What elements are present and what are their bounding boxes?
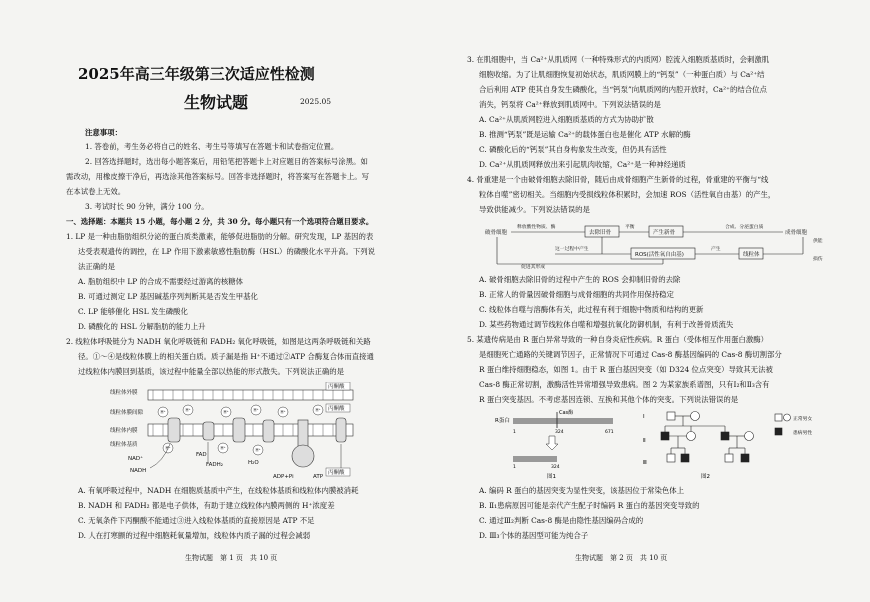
outer-membrane: [148, 390, 353, 400]
question-4-stem: 粒体自噬”密切相关。当细胞内受损线粒体积累时，会加速 ROS（活性氧自由基）的产生，: [479, 190, 776, 199]
svg-text:H⁺: H⁺: [315, 407, 321, 413]
label-inner-membrane: 线粒体内膜: [110, 428, 138, 434]
question-5-stem: Cas-8 酶正常切割，激酶活性异常增强导致患病。图 2 为某家族系谱图，只有Ⅰ₂和Ⅱ₃含有: [479, 380, 770, 389]
node-new-bone: 产生新骨: [653, 230, 676, 236]
atp-synthase-head: [292, 445, 314, 467]
label-pyruvate-bottom: 丙酮酸: [328, 470, 345, 476]
question-5-option-c: C. 通过Ⅲ₂判断 Cas-8 酶是由隐性基因编码合成的: [479, 516, 644, 525]
svg-text:324: 324: [555, 430, 564, 435]
question-5-option-d: D. Ⅲ₃个体的基因型可能为纯合子: [479, 531, 589, 540]
figure-2-pedigree: [643, 412, 812, 481]
label-pyruvate-top: 丙酮酸: [328, 384, 345, 390]
notice-line: 3. 考试时长 90 分钟，满分 100 分。: [85, 202, 209, 211]
label-matrix: 线粒体基质: [110, 442, 138, 448]
question-1-stem: 达受表观遗传的调控，在 LP 作用下激素敏感性脂肪酶（HSL）的磷酸化水平升高。下列说: [78, 247, 376, 256]
svg-text:H⁺: H⁺: [255, 447, 261, 453]
question-5-stem: R 蛋白维持细胞稳态，如图 1。由于 R 蛋白基因突变（如 D324 位点突变）导致其无法被: [479, 365, 773, 374]
label-atp: ATP: [313, 474, 324, 480]
label-fadh2: FADH₂: [206, 462, 223, 468]
node-remove-old-bone: 去除旧骨: [589, 230, 612, 236]
svg-text:H⁺: H⁺: [223, 409, 229, 415]
svg-text:Ⅱ: Ⅱ: [643, 438, 646, 444]
exam-page-2: [435, 0, 870, 602]
mitochondria-respiratory-chain-figure: [108, 382, 358, 482]
label-outer-membrane: 线粒体外膜: [110, 390, 138, 396]
notice-heading: 注意事项：: [85, 128, 122, 137]
node-mitochondria: 线粒体: [743, 252, 760, 258]
svg-text:1: 1: [513, 465, 516, 470]
complex-III: [233, 418, 245, 442]
svg-text:损伤: 损伤: [813, 257, 823, 262]
node-ros: ROS(活性氧自由基): [635, 252, 684, 258]
question-5-stem: R 蛋白突变基因。不考虑基因连锁、互换和其他个体的突变。下列说法错误的是: [479, 395, 739, 404]
question-2-option-a: A. 有氧呼吸过程中，NADH 在细胞质基质中产生，在线粒体基质和线粒体内膜被消耗: [78, 486, 359, 495]
complex-II: [203, 422, 214, 440]
question-1-option-d: D. 磷酸化的 HSL 分解脂肪的能力上升: [78, 322, 206, 331]
notice-line: 2. 回答选择题时，选出每小题答案后，用铅笔把答题卡上对应题目的答案标号涂黑。如: [85, 157, 368, 166]
exam-date: 2025.05: [300, 97, 332, 106]
page-footer: 生物试题 第 1 页 共 10 页: [185, 554, 278, 562]
question-3-stem: 合后利用 ATP 使其自身发生磷酸化，当“钙泵”向肌质网的内腔开放时，Ca²⁺的结合位点: [479, 85, 767, 94]
label-nadh: NADH: [130, 468, 147, 474]
question-3-option-a: A. Ca²⁺从肌质网腔进入细胞质基质的方式为协助扩散: [479, 115, 654, 124]
question-1-option-b: B. 可通过测定 LP 基因碱基序列判断其是否发生甲基化: [78, 292, 258, 301]
label-intermembrane-space: 线粒体膜间隙: [110, 410, 144, 416]
figure-1-protein: [495, 409, 614, 480]
question-4-option-c: C. 线粒体自噬与溶酶体有关，此过程有利于细胞中物质和结构的更新: [479, 305, 704, 314]
question-5-option-a: A. 编码 R 蛋白的基因突变为显性突变，该基因位于常染色体上: [479, 486, 685, 495]
legend-normal: 正常男女: [793, 417, 813, 422]
subject-title: 生物试题: [184, 93, 249, 112]
question-2-stem: 2. 线粒体呼吸链分为 NADH 氧化呼吸链和 FADH₂ 氧化呼吸链，如图是这两条呼吸链和关路: [66, 337, 371, 346]
label-nadplus: NAD⁺: [128, 456, 144, 462]
svg-text:促进其形成: 促进其形成: [521, 265, 545, 270]
node-osteoblast: 成骨细胞: [785, 230, 808, 236]
notice-line: 1. 答卷前，考生务必将自己的姓名、考生号等填写在答题卡和试卷指定位置。: [85, 142, 339, 151]
label-pyruvate-middle: 丙酮酸: [328, 406, 345, 412]
question-5-stem: 5. 某遗传病是由 R 蛋白异常导致的一种自身炎症性疾病。R 蛋白（受体相互作用蛋白激酶）: [467, 335, 769, 344]
question-4-option-d: D. 某些药物通过调节线粒体自噬和增强抗氧化防御机制，有利于改善骨质流失: [479, 320, 734, 329]
svg-text:1: 1: [513, 430, 516, 435]
question-1-option-c: C. LP 能够催化 HSL 发生磷酸化: [78, 307, 188, 316]
pyruvate-carrier: [336, 418, 346, 442]
notice-line: 需改动，用橡皮擦干净后，再选涂其他答案标号。回答非选择题时，将答案写在答题卡上。写: [66, 172, 370, 181]
label-adp: ADP+Pi: [273, 474, 294, 480]
svg-text:这一过程中产生: 这一过程中产生: [555, 247, 589, 252]
question-4-stem: 导致供能减少。下列说法错误的是: [479, 205, 590, 214]
legend-affected: 患病男性: [793, 431, 813, 436]
genetics-figure: [495, 408, 835, 483]
svg-text:平衡: 平衡: [625, 225, 635, 230]
svg-text:Ⅰ: Ⅰ: [643, 414, 645, 420]
svg-text:H⁺: H⁺: [185, 407, 191, 413]
question-4-stem: 4. 骨重建是一个由破骨细胞去除旧骨，随后由成骨细胞产生新骨的过程，骨重建的平衡与“线: [467, 175, 769, 184]
question-2-option-c: C. 无氧条件下丙酮酸不能通过③进入线粒体基质的直接原因是 ATP 不足: [78, 516, 315, 525]
complex-I: [168, 418, 180, 442]
svg-text:H⁺: H⁺: [165, 445, 171, 451]
svg-text:H⁺: H⁺: [160, 409, 166, 415]
exam-title: 2025年高三年级第三次适应性检测: [78, 65, 315, 83]
question-1-stem: 1. LP 是一种由脂肪组织分泌的蛋白质类激素，能够促进脂肪的分解。研究发现，LP 基因的表: [66, 232, 374, 241]
section-heading: 一、选择题：本题共 15 小题，每小题 2 分，共 30 分。每小题只有一个选项符合题目要求。: [66, 217, 374, 226]
svg-text:H⁺: H⁺: [253, 407, 259, 413]
svg-text:Cas酶: Cas酶: [559, 410, 574, 416]
svg-text:671: 671: [605, 430, 614, 435]
question-2-stem: 径。①～④是线粒体膜上的相关蛋白质。质子漏是指 H⁺不通过②ATP 合酶复合体而直接通: [78, 352, 374, 361]
question-4-option-b: B. 正常人的骨量因破骨细胞与成骨细胞的共同作用保持稳定: [479, 290, 674, 299]
svg-text:Ⅲ: Ⅲ: [643, 460, 647, 466]
svg-text:合成、分泌蛋白质: 合成、分泌蛋白质: [725, 225, 764, 230]
svg-text:产生: 产生: [711, 247, 721, 252]
complex-IV: [263, 420, 274, 442]
question-2-option-b: B. NADH 和 FADH₂ 都是电子供体，有助于建立线粒体内膜两侧的 H⁺浓度差: [78, 501, 335, 510]
question-3-stem: 细胞收缩。为了让肌细胞恢复初始状态，肌质网膜上的“钙泵”（一种蛋白质）与 Ca²⁺结: [479, 70, 765, 79]
svg-text:H⁺: H⁺: [280, 409, 286, 415]
question-3-option-b: B. 推测“钙泵”既是运输 Ca²⁺的载体蛋白也是催化 ATP 水解的酶: [479, 130, 691, 139]
svg-text:图1: 图1: [547, 474, 556, 480]
svg-text:324: 324: [551, 465, 560, 470]
svg-text:释放酸性物质、酶: 释放酸性物质、酶: [517, 225, 556, 230]
notice-line: 在本试卷上无效。: [66, 187, 126, 196]
question-3-stem: 3. 在肌细胞中，当 Ca²⁺从肌质网（一种特殊形式的内质网）腔流入细胞质基质时，会刺激肌: [467, 55, 770, 64]
question-2-option-d: D. 人在打寒颤的过程中细胞耗氧量增加，线粒体内质子漏的过程会减弱: [78, 531, 311, 540]
node-osteoclast: 破骨细胞: [485, 230, 508, 236]
question-1-stem: 法正确的是: [78, 262, 115, 271]
label-h2o: H₂O: [248, 460, 259, 466]
bone-remodeling-figure: [485, 220, 825, 272]
svg-text:H⁺: H⁺: [220, 445, 226, 451]
question-4-option-a: A. 破骨细胞去除旧骨的过程中产生的 ROS 会抑制旧骨的去除: [479, 275, 681, 284]
question-3-option-d: D. Ca²⁺从肌质网释放出来引起肌肉收缩，Ca²⁺是一种神经递质: [479, 160, 686, 169]
question-1-option-a: A. 脂肪组织中 LP 的合成不需要经过游离的核糖体: [78, 277, 244, 286]
question-2-stem: 过线粒体内膜回到基质，该过程中能量全部以热能的形式散失。下列说法正确的是: [78, 367, 345, 376]
question-3-stem: 消失，钙泵将 Ca²⁺释放到肌质网中。下列说法错误的是: [479, 100, 661, 109]
svg-text:R蛋白: R蛋白: [495, 418, 510, 424]
svg-text:供能: 供能: [813, 239, 823, 244]
label-fad: FAD: [196, 452, 207, 458]
question-5-stem: 是细胞死亡通路的关键调节因子，正常情况下可通过 Cas-8 酶基因编码的 Cas-8 酶切割部分: [479, 350, 782, 359]
question-3-option-c: C. 磷酸化后的“钙泵”其自身构象发生改变，但仍具有活性: [479, 145, 667, 154]
svg-text:图2: 图2: [701, 474, 710, 480]
page-footer: 生物试题 第 2 页 共 10 页: [575, 554, 668, 562]
question-5-option-b: B. Ⅱ₁患病原因可能是亲代产生配子时编码 R 蛋白的基因突变导致的: [479, 501, 700, 510]
